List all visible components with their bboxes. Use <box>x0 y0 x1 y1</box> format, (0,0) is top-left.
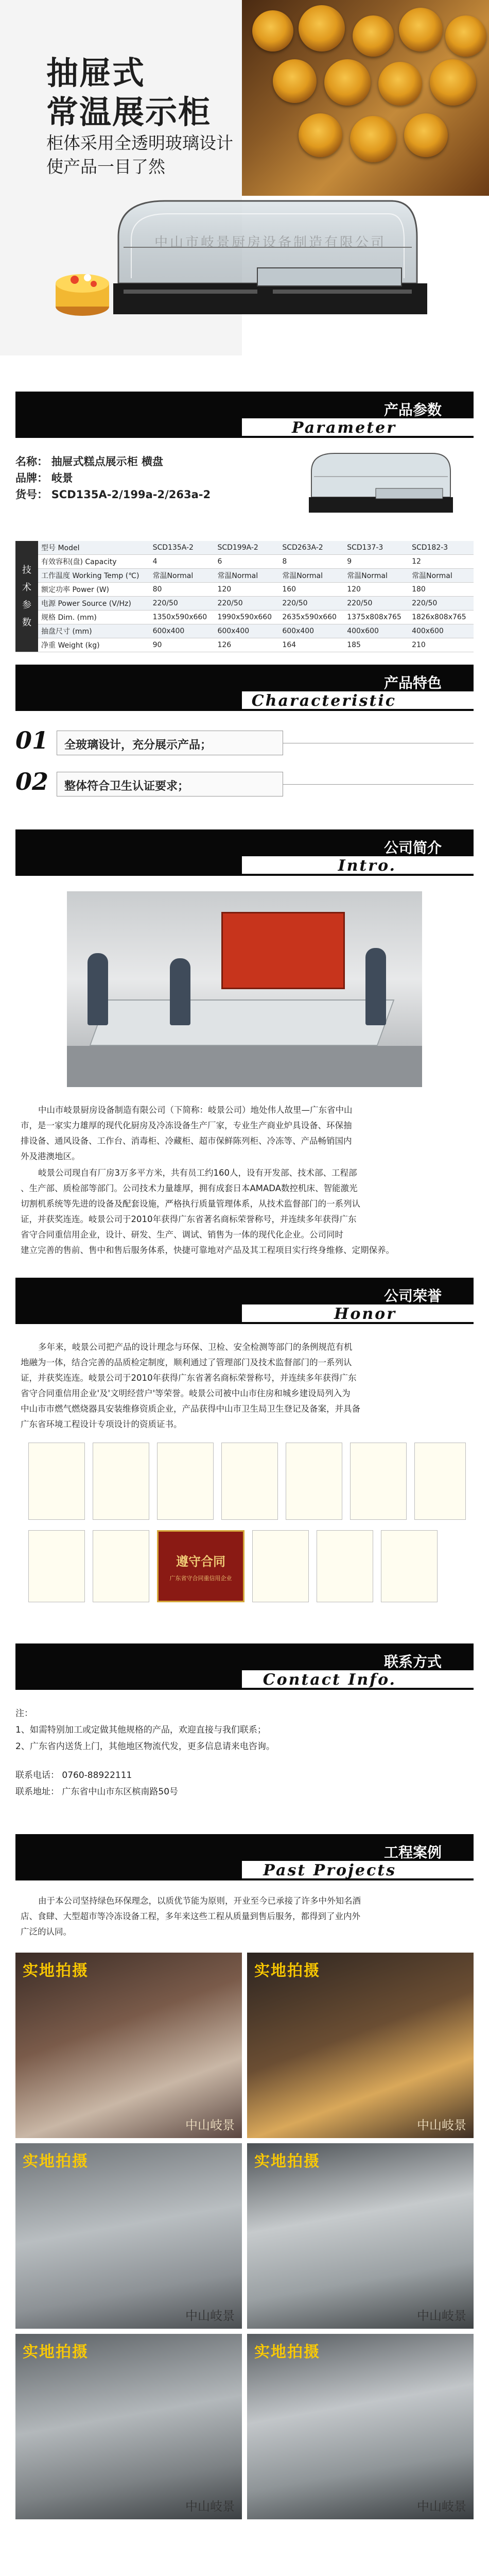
spec-cell: 126 <box>214 638 279 652</box>
section-title-cn: 产品特色 <box>383 674 442 691</box>
spec-cell: 600x400 <box>214 624 279 638</box>
project-photo: 实地拍摄 中山岐景 <box>247 1953 474 2138</box>
certificate-image <box>157 1443 214 1520</box>
product-name-value: 抽屉式糕点展示柜 横盘 <box>51 455 163 468</box>
spec-cell: 120 <box>214 583 279 597</box>
section-title-en: Past Projects <box>263 1861 396 1879</box>
spec-table <box>15 541 474 652</box>
section-title-en: Contact Info. <box>263 1671 396 1689</box>
address-label: 联系地址： <box>15 1787 59 1797</box>
spec-cell: 600x400 <box>279 624 344 638</box>
hero-watermark: 中山市岐景厨房设备制造有限公司 <box>154 235 387 250</box>
spec-cell: SCD263A-2 <box>279 541 344 555</box>
section-title-cn: 公司简介 <box>383 839 442 856</box>
hero-subtitle-line-2: 使产品一目了然 <box>46 157 165 177</box>
project-photo: 实地拍摄 中山岐景 <box>15 2143 242 2329</box>
spec-cell: 1375x808x765 <box>344 611 409 624</box>
hero-banner <box>0 0 489 355</box>
note-item: 1、如需特别加工或定做其他规格的产品，欢迎直接与我们联系； <box>15 1725 266 1735</box>
address-value: 广东省中山市东区槟南路50号 <box>62 1787 179 1797</box>
spec-cell: 185 <box>344 638 409 652</box>
spec-cell: 常温Normal <box>409 569 474 583</box>
spec-cell: SCD135A-2 <box>150 541 215 555</box>
spec-row <box>15 597 474 611</box>
phone-value[interactable]: 0760-88922111 <box>62 1770 132 1781</box>
certificate-image <box>414 1443 466 1520</box>
certificate-image <box>93 1530 149 1602</box>
spec-side-label: 技 术 参 数 <box>15 541 38 652</box>
spec-cell: 型号 Model <box>38 541 150 555</box>
section-title-en: Honor <box>334 1305 396 1323</box>
spec-cell: 164 <box>279 638 344 652</box>
contact-notes <box>15 1705 275 1755</box>
pastry-photo <box>242 0 489 196</box>
hero-title-line-2: 常温展示柜 <box>46 93 212 131</box>
spec-cell: 净重 Weight (kg) <box>38 638 150 652</box>
spec-cell: 4 <box>150 555 215 569</box>
spec-cell: 常温Normal <box>150 569 215 583</box>
spec-cell: 常温Normal <box>344 569 409 583</box>
hero-title-line-1: 抽屉式 <box>46 54 146 92</box>
contact-phone-row <box>15 1767 132 1784</box>
honor-paragraph: 多年来，岐景公司把产品的设计理念与环保、卫检、安全检测等部门的条例规范有机 地融为一体，结合完善的品质检定制度，顺利通过了管理部门及技术监督部门的一系列认 证，并获奖连连。岐景公司于2010年获得广东省著名商标荣誉称号，并连续多年获得广东 省守合同重信用企业'及'文明经营户'等荣誉。岐景公司被中山市住房和城乡建设局列入为 中山市市燃气燃烧器具安装维修资质企业，产品获得中山市卫生局卫生登记及备案，并具备 广东省环境工程设计专项设计的资质证书。 <box>21 1342 360 1429</box>
project-photo: 实地拍摄 中山岐景 <box>247 2334 474 2519</box>
section-title-cn: 公司荣誉 <box>383 1287 442 1304</box>
intro-section-header <box>15 829 474 876</box>
spec-cell: 400x600 <box>409 624 474 638</box>
product-name-row <box>15 453 163 470</box>
product-brand-value: 岐景 <box>51 472 73 484</box>
spec-cell: 80 <box>150 583 215 597</box>
spec-cell: 600x400 <box>150 624 215 638</box>
spec-cell: 1826x808x765 <box>409 611 474 624</box>
certificate-image <box>93 1443 149 1520</box>
spec-row <box>15 611 474 624</box>
section-title-en: Intro. <box>338 857 396 875</box>
certificate-image <box>221 1443 278 1520</box>
spec-row <box>15 555 474 569</box>
spec-cell: 180 <box>409 583 474 597</box>
spec-row <box>15 638 474 652</box>
feature-number-2: 02 <box>15 768 49 795</box>
section-title-en: Characteristic <box>251 692 396 710</box>
certificate-image <box>350 1443 407 1520</box>
spec-cell: 有效容积(盘) Capacity <box>38 555 150 569</box>
projects-section-header <box>15 1834 474 1880</box>
spec-cell: 210 <box>409 638 474 652</box>
contact-section-header <box>15 1643 474 1690</box>
feature-text-1: 全玻璃设计，充分展示产品； <box>64 739 212 752</box>
contact-address-row <box>15 1784 178 1800</box>
certificate-image <box>286 1443 342 1520</box>
certificate-image <box>252 1530 309 1602</box>
certificate-image <box>28 1530 85 1602</box>
spec-cell: 常温Normal <box>279 569 344 583</box>
spec-cell: SCD182-3 <box>409 541 474 555</box>
phone-label: 联系电话： <box>15 1770 59 1781</box>
product-name-label: 名称： <box>15 455 48 468</box>
spec-cell: 220/50 <box>344 597 409 611</box>
product-model-row <box>15 486 211 503</box>
project-photo: 实地拍摄 中山岐景 <box>247 2143 474 2329</box>
cake-image <box>51 260 113 322</box>
feature-number-1: 01 <box>15 726 49 754</box>
factory-photo <box>67 891 422 1087</box>
spec-cell: 220/50 <box>150 597 215 611</box>
spec-cell: 6 <box>214 555 279 569</box>
display-cabinet-image <box>103 191 432 325</box>
certificate-image <box>28 1443 85 1520</box>
product-thumbnail-image <box>304 448 458 520</box>
section-title-cn: 工程案例 <box>383 1844 442 1861</box>
product-brand-row <box>15 470 73 486</box>
section-title-cn: 联系方式 <box>383 1653 442 1670</box>
spec-cell: 规格 Dim. (mm) <box>38 611 150 624</box>
spec-cell: 1990x590x660 <box>214 611 279 624</box>
spec-header-row <box>15 541 474 555</box>
note-label: 注： <box>15 1708 33 1719</box>
feature-text-2: 整体符合卫生认证要求； <box>64 780 189 793</box>
section-title-en: Parameter <box>291 419 396 437</box>
project-photo: 实地拍摄 中山岐景 <box>15 1953 242 2138</box>
note-item: 2、广东省内送货上门，其他地区物流代发，更多信息请来电咨询。 <box>15 1741 275 1752</box>
spec-cell: 2635x590x660 <box>279 611 344 624</box>
certificate-image <box>317 1530 373 1602</box>
projects-paragraph: 由于本公司坚持绿色环保理念，以质优节能为原则，开业至今已承接了许多中外知名酒 店、食肆、大型超市等冷冻设备工程，多年来这些工程从质量到售后服务，都得到了业内外 广泛的认同。 <box>21 1896 361 1937</box>
product-model-value: SCD135A-2/199a-2/263a-2 <box>51 488 211 501</box>
product-model-label: 货号： <box>15 488 48 501</box>
spec-row <box>15 583 474 597</box>
parameter-section-header <box>15 392 474 438</box>
spec-cell: 12 <box>409 555 474 569</box>
spec-cell: 9 <box>344 555 409 569</box>
certificate-image <box>381 1530 438 1602</box>
section-title-cn: 产品参数 <box>383 401 442 418</box>
product-brand-label: 品牌： <box>15 472 48 484</box>
spec-cell: 8 <box>279 555 344 569</box>
spec-cell: 额定功率 Power (W) <box>38 583 150 597</box>
intro-paragraph-2: 岐景公司现自有厂房3万多平方米，共有员工约160人，设有开发部、技术部、工程部 、生产部、质检部等部门。公司技术力量雄厚，拥有成套日本AMADA数控机床、智能激光 切割机系统等先进的设备及配套设施，严格执行质量管理体系，从技术监督部门的一系列认 证，并获奖连连。岐景公司于2010年获得广东省著名商标荣誉称号，并连续多年获得广东 省守合同重信用企业，设计、研发、生产、调试、销售为一体的现代化企业。公司同时 建立完善的售前、售中和售后服务体系，快捷可靠地对产品及其工程项目实行终身维修、定期保养。 <box>21 1168 394 1255</box>
spec-cell: 常温Normal <box>214 569 279 583</box>
characteristic-section-header <box>15 665 474 711</box>
honor-section-header <box>15 1278 474 1324</box>
spec-cell: SCD199A-2 <box>214 541 279 555</box>
hero-subtitle-line-1: 柜体采用全透明玻璃设计 <box>46 133 233 153</box>
spec-cell: 220/50 <box>409 597 474 611</box>
spec-cell: 220/50 <box>279 597 344 611</box>
spec-cell: 1350x590x660 <box>150 611 215 624</box>
spec-cell: 90 <box>150 638 215 652</box>
spec-cell: 400x600 <box>344 624 409 638</box>
intro-paragraph-1: 中山市岐景厨房设备制造有限公司（下简称：岐景公司）地处伟人故里—广东省中山 市，是一家实力雄厚的现代化厨房及冷冻设备生产厂家，专业生产商业炉具设备、环保抽 排设备、通风设备、工作台、消毒柜、冷藏柜、超市保鲜陈列柜、冷冻等、产品畅销国内 外及港澳地区。 <box>21 1105 353 1161</box>
spec-cell: 160 <box>279 583 344 597</box>
spec-cell: SCD137-3 <box>344 541 409 555</box>
spec-cell: 工作温度 Working Temp (℃) <box>38 569 150 583</box>
project-photo: 实地拍摄 中山岐景 <box>15 2334 242 2519</box>
spec-cell: 电源 Power Source (V/Hz) <box>38 597 150 611</box>
spec-row <box>15 624 474 638</box>
spec-row <box>15 569 474 583</box>
spec-cell: 120 <box>344 583 409 597</box>
spec-cell: 220/50 <box>214 597 279 611</box>
spec-cell: 抽盘尺寸 (mm) <box>38 624 150 638</box>
honor-banner: 遵守合同 广东省守合同重信用企业 <box>157 1530 244 1602</box>
